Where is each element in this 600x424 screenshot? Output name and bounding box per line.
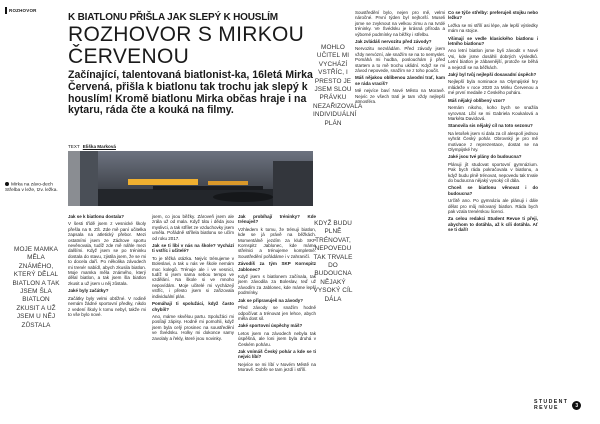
paragraph: Chceš se biatlonu věnovat i do budoucna? [448,185,538,196]
paragraph: Jak se k biatlonu dostala? [68,214,125,219]
paragraph: Jaký byl tvůj nejlepší dosavadní úspěch? [448,72,537,78]
paragraph: Máš nějakou oblíbenou závodní trať, kam se ráda vracíš? [355,75,445,86]
pullquote-2: MOHLO UČITEL MI VYCHÁZÍ VSTŘÍC, I PRESTO JE JSEM SLOU PRÁVKU NEZAŘIZOVALA INDIVIDUÁLNÍ PLÁN [313,44,363,127]
paragraph: Závodíš za tým SKP Kornspitz Jablonec? [238,261,316,272]
paragraph: Jaké sportovní úspěchy máš? [238,323,303,329]
paragraph: Všimají se vedle klasického biatlonu i letního biatlonu? [448,35,538,47]
logo-wordmark [534,400,568,411]
pullquote-3: KDYŽ BUDU PLNĚ TRÉNOVAT, NEPOVEDU TAK TRVALE DO BUDOUCNA NĚJAKÝ VYSOKÝ CÍL DÁLA [313,220,353,303]
article-column-5 [448,10,538,235]
paragraph: Ležka se mi střílí asi lépe, ale lepší výsledky mám na stojce. [448,22,538,34]
caption-bullet-icon [5,182,9,186]
section-tag [5,6,37,14]
byline-author: Eliška Marková [82,144,116,149]
paragraph: Před závody se snažím hodně odpočívat a trénovat jen lehce, abych měla dost sil. [238,305,316,321]
photo-caption [5,182,61,194]
paragraph: V šesti třídě jsem z vesnické školy přešla na 9. ZŠ. Zde mě paní učitelka zapsala na atletický přebor. Mezi ostatními jsem ze Zádrove sportu nevěnovala, tudíž zde mě náhle mezi dalšími. Když jsem se po tréninku dostala do stavu, zjistila jsem, že se mi to docela daří. Po několika závodech mi trenér nabídl, abych zkusila biatlon. Moje mamka měla známého, který dělal biatlon, a tak jsem šla biatlon zkusit a už jsem u něj zůstala. [68,221,146,286]
paragraph: Soustředění bylo, nejen pro mě, velmi náročné. První týden byl nejhorší. Museli jsme se zvyknout na velkou zimu a na tvrdé tréninky. Ve Švédsku je krásná příroda a výborné podmínky na běžky i střelbu. [355,10,445,37]
paragraph: Určitě ano. Po gymnáziu ale plánuji i dále dělat pro můj milovaný biatlon. Ráda bych pak vzala trenérskou licenci. [448,198,538,214]
paragraph: Jak se ti líbí v nás na škole? Vychází ti vstříc i učitelé? [152,243,234,254]
paragraph: Vzhledem k tomu, že trénuji biatlon, kde se já právě na běžkách. Momentálně jezdím za klub SKP Kornspitz Jablonec, kde máme střelnici a trénujeme kompletně. Soustředění pořádáme i v zahraničí. [238,226,316,259]
paragraph: Nemám nikoho, koho bych se snažila vyrovnat. Líbí se mi Gabriela Koukalová a Markéta Davidová. [448,105,538,121]
paragraph: Máš nějaký oblíbený vzor? [448,97,506,103]
paragraph: Stanovila sis nějaký cíl na toto sezonu? [448,123,533,129]
pullquote-1: MOJE MAMKA MĚLA ZNÁMÉHO, KTERÝ DĚLAL BIATLON A TAK JSEM ŠLA BIATLON ZKUSIT A UŽ JSEM U NĚJ ZŮSTALA [12,246,60,329]
paragraph: Nejvíce se mi líbí v Novém Městě na Moravě. Dobře se tam jezdí i střílí. [238,361,316,373]
paragraph: Jak vnímáš Český pohár a kde se ti nejvíc líbí? [238,348,316,360]
article-column-1 [68,214,146,319]
magazine-logo [534,400,581,411]
paragraph: Jak zvládáš nervozitu před závody? [355,39,432,45]
paragraph: Jaké jsou tvé plány do budoucna? [448,154,522,160]
section-marker [5,7,7,14]
paragraph: Letos jsem na závodech nebyla tak úspěšná, ale loni jsem byla druhá v Českém poháru. [238,330,316,347]
paragraph: Jaké byly začátky? [68,288,109,294]
logo-line2: REVUE [534,404,559,411]
article-photo [68,151,313,206]
paragraph: Když jsem s biatlonem začínala, tak jsem závodila za Boleslav, teď už závodím za Jablonec, kde máme lepší podmínky. [238,274,316,296]
article-column-2 [152,214,234,343]
article-column-3 [238,214,316,375]
paragraph: Plánuji jít studovat sportovní gymnázium. Pak bych ráda pokračovala v biatlonu, a když budu plně trénovat, nepovedu tak trvale do budoucna nějaký vysoký cíl dála. [448,161,538,183]
section-tag-label: ROZHOVOR [9,7,37,13]
paragraph: Jak probíhají tréninky? Kde trénuješ? [238,214,316,225]
article-title [68,24,318,68]
paragraph: Na letošek jsem si dala za cíl alespoň jednou vyhrát Český pohár. Obrovský je pro mě motivace z reprezentace, dostat se na Olympijské hry. [448,130,538,152]
paragraph: Za celou redakci Student Revue ti přeji, abychom to dotáhla, až k cíli dotáhla. Ať se ti daří! [448,216,538,233]
paragraph: To je těžká otázka. Nejvíc trénujeme v Boleslavi, a tak u nás ve škole nemám moc kolegů. Trénuje ale i ve vesnici, tudíž si jsem sama sebou tempo ve vzdělání. Na škole si ve mnoho nepovídám. Moje učitelé mi vycházejí vstříc, i přesto jsem si zařizovala individuální plán. [152,255,234,299]
article-column-4 [355,10,445,107]
paragraph: Pomáhají ti spolužáci, když často chybíš? [152,301,234,312]
paragraph: jsem, co jsou běžky. Zároveň jsem ale zrála už od mala. Když tátu i děda jsou myslivci, a tak střílet ze vzduchovky jsem uměla. Pořádně střílela biatlonu se učím od roku 2017. [152,214,234,241]
paragraph: Nervozitu nezvládám. Před závody jsem vždy nervózní, ale snažím se na to nemyslet. Pomáhá mi hudba, poslouchám ji před startem a to mě trochu uklidní. Když se mi závod nepovede, snažím se z toho poučit. [355,46,445,74]
paragraph: Mě nejvíce baví Nové Město na Moravě. Nejvíc ze všech tratí je tam vždy nejlepší atmosféra. [355,88,445,105]
byline-label: TEXT [68,144,80,149]
page-number: 3 [572,401,581,410]
photo-shooting-range [68,151,313,206]
paragraph: Nejlepší byla nominace na Olympijské hry mládeže v roce 2020 za Mirku Červenou a mé první medaile z Českého poháru. [448,79,538,96]
paragraph: Ano letní biatlon jsme byli závodit v Nové Vsi, kde jsme dosáhli dobrých výsledků. Letní biatlon je zábavnější, protože se běhá a nejezdí se na běžkách. [448,48,538,70]
paragraph: Ano, máme skvělou partu. Spolužáci mi posílají zápisy. Hodně mi pomohli, když jsem byla celý prosinec na soustředění ve Švédsku. Holky mi dokonce samy zavolaly a řekly, které jsou novinky. [152,313,234,341]
caption-text: Mirka na závo-dech Střelba v leže, tzv. ležka. [5,182,58,194]
paragraph: Jak se připravuješ na závody? [238,297,304,303]
paragraph: Co se týče střelby: preferuješ stojku nebo ležku? [448,10,538,21]
paragraph: Začátky byly velmi obtížné. V rodině nemám žádné sportovní předky, nikdo z vedení školy k tomu nebyl, takže mi to vše bylo nové. [68,295,146,317]
logo-line1: STUDENT [534,399,569,405]
article-lead: Začínající, talentovaná biatlonist-ka, 16letá Mirka Červená, přišla k biatlonu tak trochu jak slepý k houslím! Kromě biatlonu Mirka občas hraje i na kytaru, ráda čte a kouká na filmy. [68,69,313,117]
article-title-line1: ROZHOVOR S MIRKOU [68,23,305,46]
article-kicker: K BIATLONU PŘIŠLA JAK SLEPÝ K HOUSLÍM [68,12,278,23]
byline [68,144,116,149]
article-title-line2: ČERVENOU [68,45,190,68]
